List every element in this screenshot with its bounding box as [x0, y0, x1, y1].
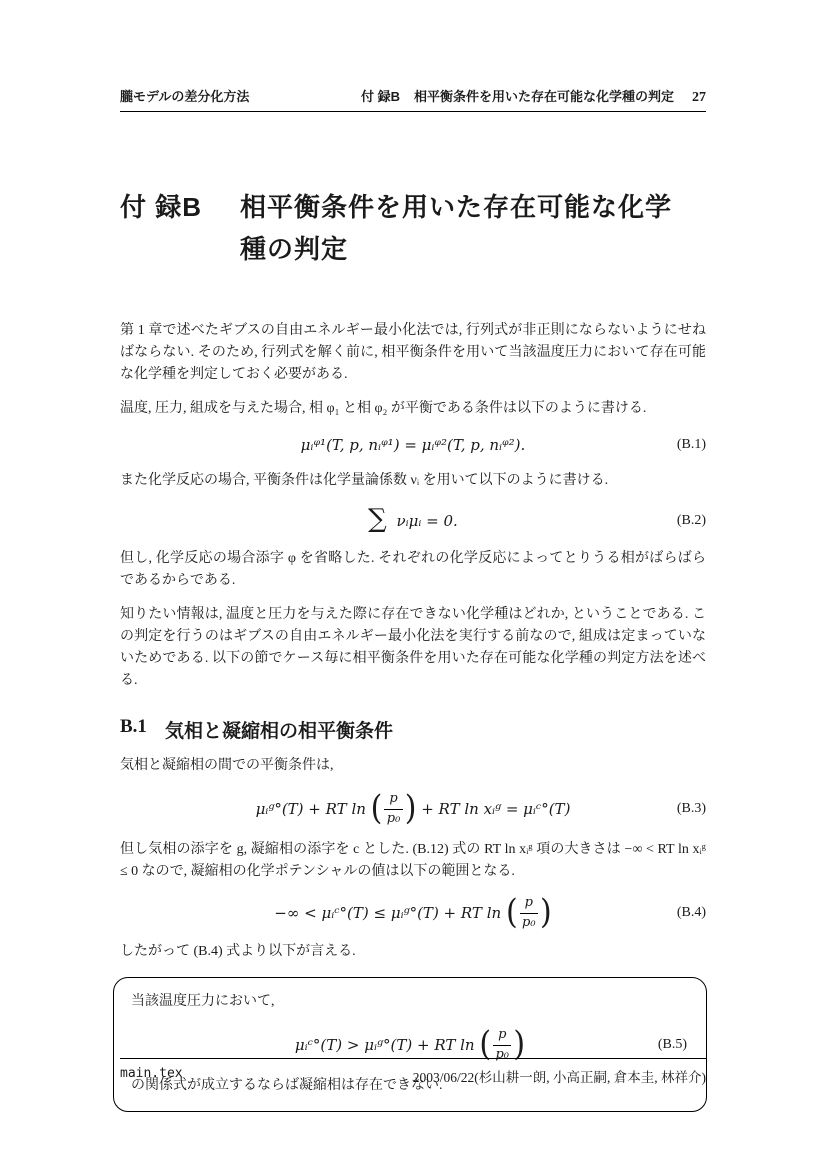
paragraph-intro-2: 温度, 圧力, 組成を与えた場合, 相 φ₁ と相 φ₂ が平衡である条件は以下のように書ける.: [120, 401, 647, 417]
fraction-numerator: p: [520, 895, 538, 913]
equation-b2-math: [368, 504, 458, 535]
result-box: [113, 977, 707, 1112]
chapter-title: [120, 186, 706, 270]
chapter-title-text: 相平衡条件を用いた存在可能な化学種の判定: [240, 192, 673, 265]
equation-b4-number: (B.4): [676, 905, 706, 921]
right-paren: ): [513, 1025, 526, 1065]
summation-symbol: ∑: [368, 504, 387, 535]
result-box-intro: 当該温度圧力において,: [131, 994, 275, 1010]
footer-rule: [120, 1058, 706, 1059]
equation-b3-right: + RT ln xᵢᵍ = μᵢᶜ°(T): [416, 800, 571, 819]
running-header-chapter-label: 付 録B: [360, 89, 400, 104]
equation-b1-number: (B.1): [676, 437, 706, 453]
left-paren: (: [505, 893, 518, 933]
footer-filename: main.tex: [120, 1066, 183, 1081]
equation-b4: [120, 889, 706, 937]
running-header-chapter-title: 相平衡条件を用いた存在可能な化学種の判定: [413, 89, 674, 104]
fraction-denominator: p₀: [386, 810, 401, 826]
left-paren: (: [479, 1025, 492, 1065]
equation-b2-rest: νᵢμᵢ = 0.: [391, 512, 458, 531]
page-footer: [120, 1058, 706, 1086]
running-header-left: 朧モデルの差分化方法: [120, 89, 250, 104]
paragraph-b1-3: したがって (B.4) 式より以下が言える.: [120, 944, 356, 960]
paragraph-b1-2: 但し気相の添字を g, 凝縮相の添字を c とした. (B.12) 式の RT ln xᵢᵍ 項の大きさは −∞ < RT ln xᵢᵍ ≤ 0 なので, 凝縮相の化学ポテンシャルの値は以下の範囲となる.: [120, 842, 706, 880]
equation-b4-math: [274, 895, 551, 931]
equation-b3: [120, 785, 706, 833]
footer-date-authors: 2003/06/22(杉山耕一朗, 小高正嗣, 倉本圭, 林祥介): [412, 1070, 706, 1085]
equation-b5-number: (B.5): [657, 1037, 687, 1053]
section-heading-b1: [120, 716, 706, 743]
paragraph-intro-3: また化学反応の場合, 平衡条件は化学量論係数 νᵢ を用いて以下のように書ける.: [120, 473, 609, 489]
fraction-denominator: p₀: [495, 1046, 510, 1062]
equation-b2-number: (B.2): [676, 513, 706, 529]
left-paren: (: [370, 789, 383, 829]
paragraph-intro-5: 知りたい情報は, 温度と圧力を与えた際に存在できない化学種はどれか, ということである. この判定を行うのはギブスの自由エネルギー最小化法を実行する前なので, 組成は定まっていないためである. 以下の節でケース毎に相平衡条件を用いた存在可能な化学種の判定方法を述べる.: [120, 607, 706, 689]
fraction-denominator: p₀: [522, 914, 536, 930]
equation-b3-number: (B.3): [676, 801, 706, 817]
section-number: B.1: [120, 716, 147, 738]
paragraph-b1-1: 気相と凝縮相の間での平衡条件は,: [120, 758, 334, 774]
result-box-outro: の関係式が成立するならば凝縮相は存在できない.: [131, 1078, 443, 1094]
running-header-right: [361, 86, 706, 106]
right-paren: ): [404, 789, 417, 829]
running-header: [120, 0, 706, 106]
equation-b3-math: [256, 791, 571, 827]
equation-b3-left: μᵢᵍ°(T) + RT ln: [255, 800, 371, 819]
running-header-chapter: [361, 86, 674, 105]
fraction-numerator: p: [384, 791, 402, 809]
fraction-p-over-p0: [520, 895, 538, 931]
equation-b2: [120, 504, 706, 538]
paragraph-intro-1: 第 1 章で述べたギブスの自由エネルギー最小化法では, 行列式が非正則にならないようにせねばならない. そのため, 行列式を解く前に, 相平衡条件を用いて当該温度圧力において存在可能な化学種を判定しておく必要がある.: [120, 323, 706, 383]
page-content: [120, 0, 706, 1112]
fraction-numerator: p: [493, 1027, 511, 1045]
paragraph-intro-4: 但し, 化学反応の場合添字 φ を省略した. それぞれの化学反応によってとりうる相がばらばらであるからである.: [120, 551, 706, 589]
section-title: 気相と凝縮相の相平衡条件: [164, 721, 393, 743]
equation-b1: [120, 432, 706, 458]
footer-row: [120, 1066, 706, 1086]
chapter-label: 付 録B: [120, 192, 203, 222]
equation-b5-left: μᵢᶜ°(T) > μᵢᵍ°(T) + RT ln: [294, 1036, 480, 1055]
right-paren: ): [539, 893, 552, 933]
equation-b4-left: −∞ < μᵢᶜ°(T) ≤ μᵢᵍ°(T) + RT ln: [274, 904, 506, 923]
page-number: 27: [692, 90, 706, 105]
fraction-p-over-p0: [384, 791, 402, 827]
equation-b1-math: μᵢᵠ¹(T, p, nᵢᵠ¹) = μᵢᵠ²(T, p, nᵢᵠ²).: [300, 436, 526, 455]
header-rule: [120, 111, 706, 112]
